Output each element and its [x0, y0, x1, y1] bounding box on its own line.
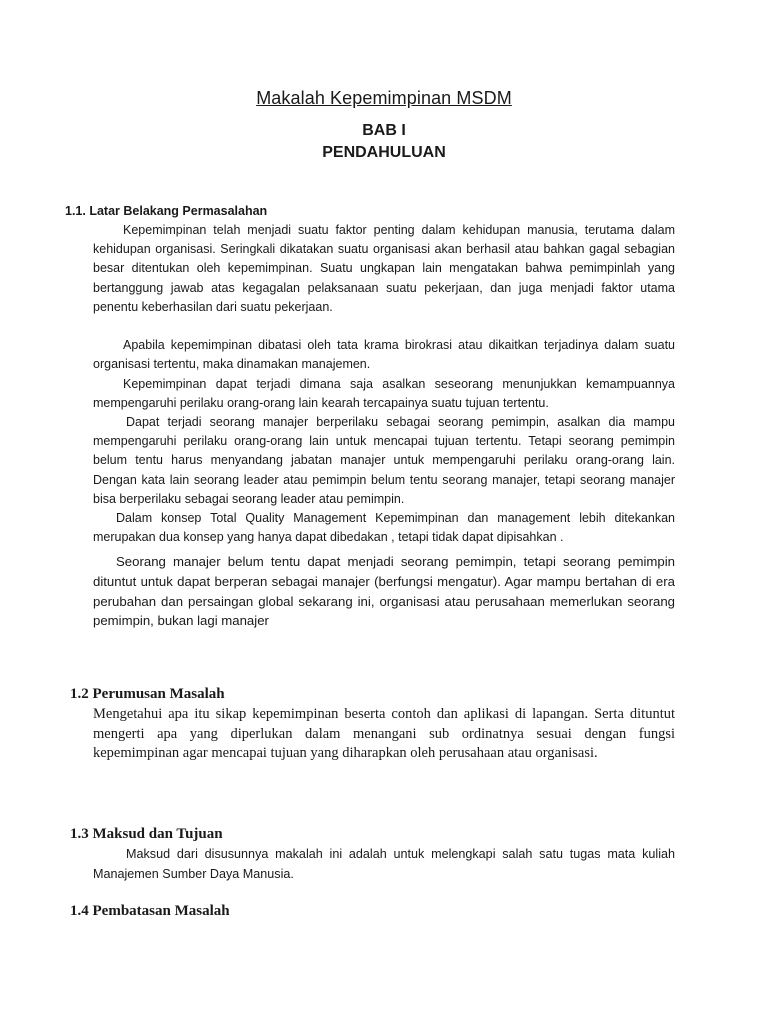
section-heading-1-3: 1.3 Maksud dan Tujuan	[70, 826, 223, 842]
paragraph-4: Dapat terjadi seorang manajer berperilaku sebagai seorang pemimpin, asalkan dia mampu mempengaruhi perilaku orang-orang lain untuk mencapai tujuan tertentu. Tetapi seorang pemimpin belum tentu harus menyandang jabatan manajer untuk mempengaruhi perilaku orang-orang lain. Dengan kata lain seorang leader atau pemimpin belum tentu seorang manajer, tetapi seorang manajer bisa berperilaku sebagai seorang leader atau pemimpin.	[93, 415, 675, 506]
section-heading-1-2: 1.2 Perumusan Masalah	[70, 686, 225, 702]
paragraph-perumusan: Mengetahui apa itu sikap kepemimpinan beserta contoh dan aplikasi di lapangan. Serta dituntut mengerti apa yang diperlukan dalam menangani sub ordinatnya sesuai dengan fungsi kepemimpinan agar mencapai tujuan yang diharapkan oleh perusahaan atau organisasi.	[93, 706, 675, 761]
paragraph-5: Dalam konsep Total Quality Management Kepemimpinan dan management lebih ditekankan merupakan dua konsep yang hanya dapat dibedakan , tetapi tidak dapat dipisahkan .	[93, 511, 675, 545]
paragraph-1: Kepemimpinan telah menjadi suatu faktor penting dalam kehidupan manusia, terutama dalam kehidupan organisasi. Seringkali dikatakan suatu organisasi akan berhasil atau bahkan gagal sebagian besar ditentukan oleh kepemimpinan. Suatu ungkapan lain mengatakan bahwa pemimpinlah yang bertanggung jawab atas kegagalan pelaksanaan suatu pekerjaan, dan juga menjadi faktor utama penentu keberhasilan dari suatu pekerjaan.	[93, 223, 675, 314]
chapter-title: PENDAHULUAN	[322, 144, 446, 161]
document-title: Makalah Kepemimpinan MSDM	[256, 88, 512, 108]
section-heading-1-1: 1.1. Latar Belakang Permasalahan	[65, 204, 268, 218]
section-heading-1-4: 1.4 Pembatasan Masalah	[70, 903, 230, 919]
paragraph-6: Seorang manajer belum tentu dapat menjadi seorang pemimpin, tetapi seorang pemimpin dituntut untuk dapat berperan sebagai manajer (berfungsi mengatur). Agar mampu bertahan di era perubahan dan persaingan global sekarang ini, organisasi atau perusahaan memerlukan seorang pemimpin, bukan lagi manajer	[93, 554, 675, 629]
chapter-number: BAB I	[362, 122, 406, 139]
paragraph-maksud: Maksud dari disusunnya makalah ini adalah untuk melengkapi salah satu tugas mata kuliah Manajemen Sumber Daya Manusia.	[93, 847, 675, 881]
paragraph-3: Kepemimpinan dapat terjadi dimana saja asalkan seseorang menunjukkan kemampuannya mempengaruhi perilaku orang-orang lain kearah tercapainya suatu tujuan tertentu.	[93, 377, 675, 411]
paragraph-2: Apabila kepemimpinan dibatasi oleh tata krama birokrasi atau dikaitkan terjadinya dalam suatu organisasi tertentu, maka dinamakan manajemen.	[93, 338, 675, 372]
